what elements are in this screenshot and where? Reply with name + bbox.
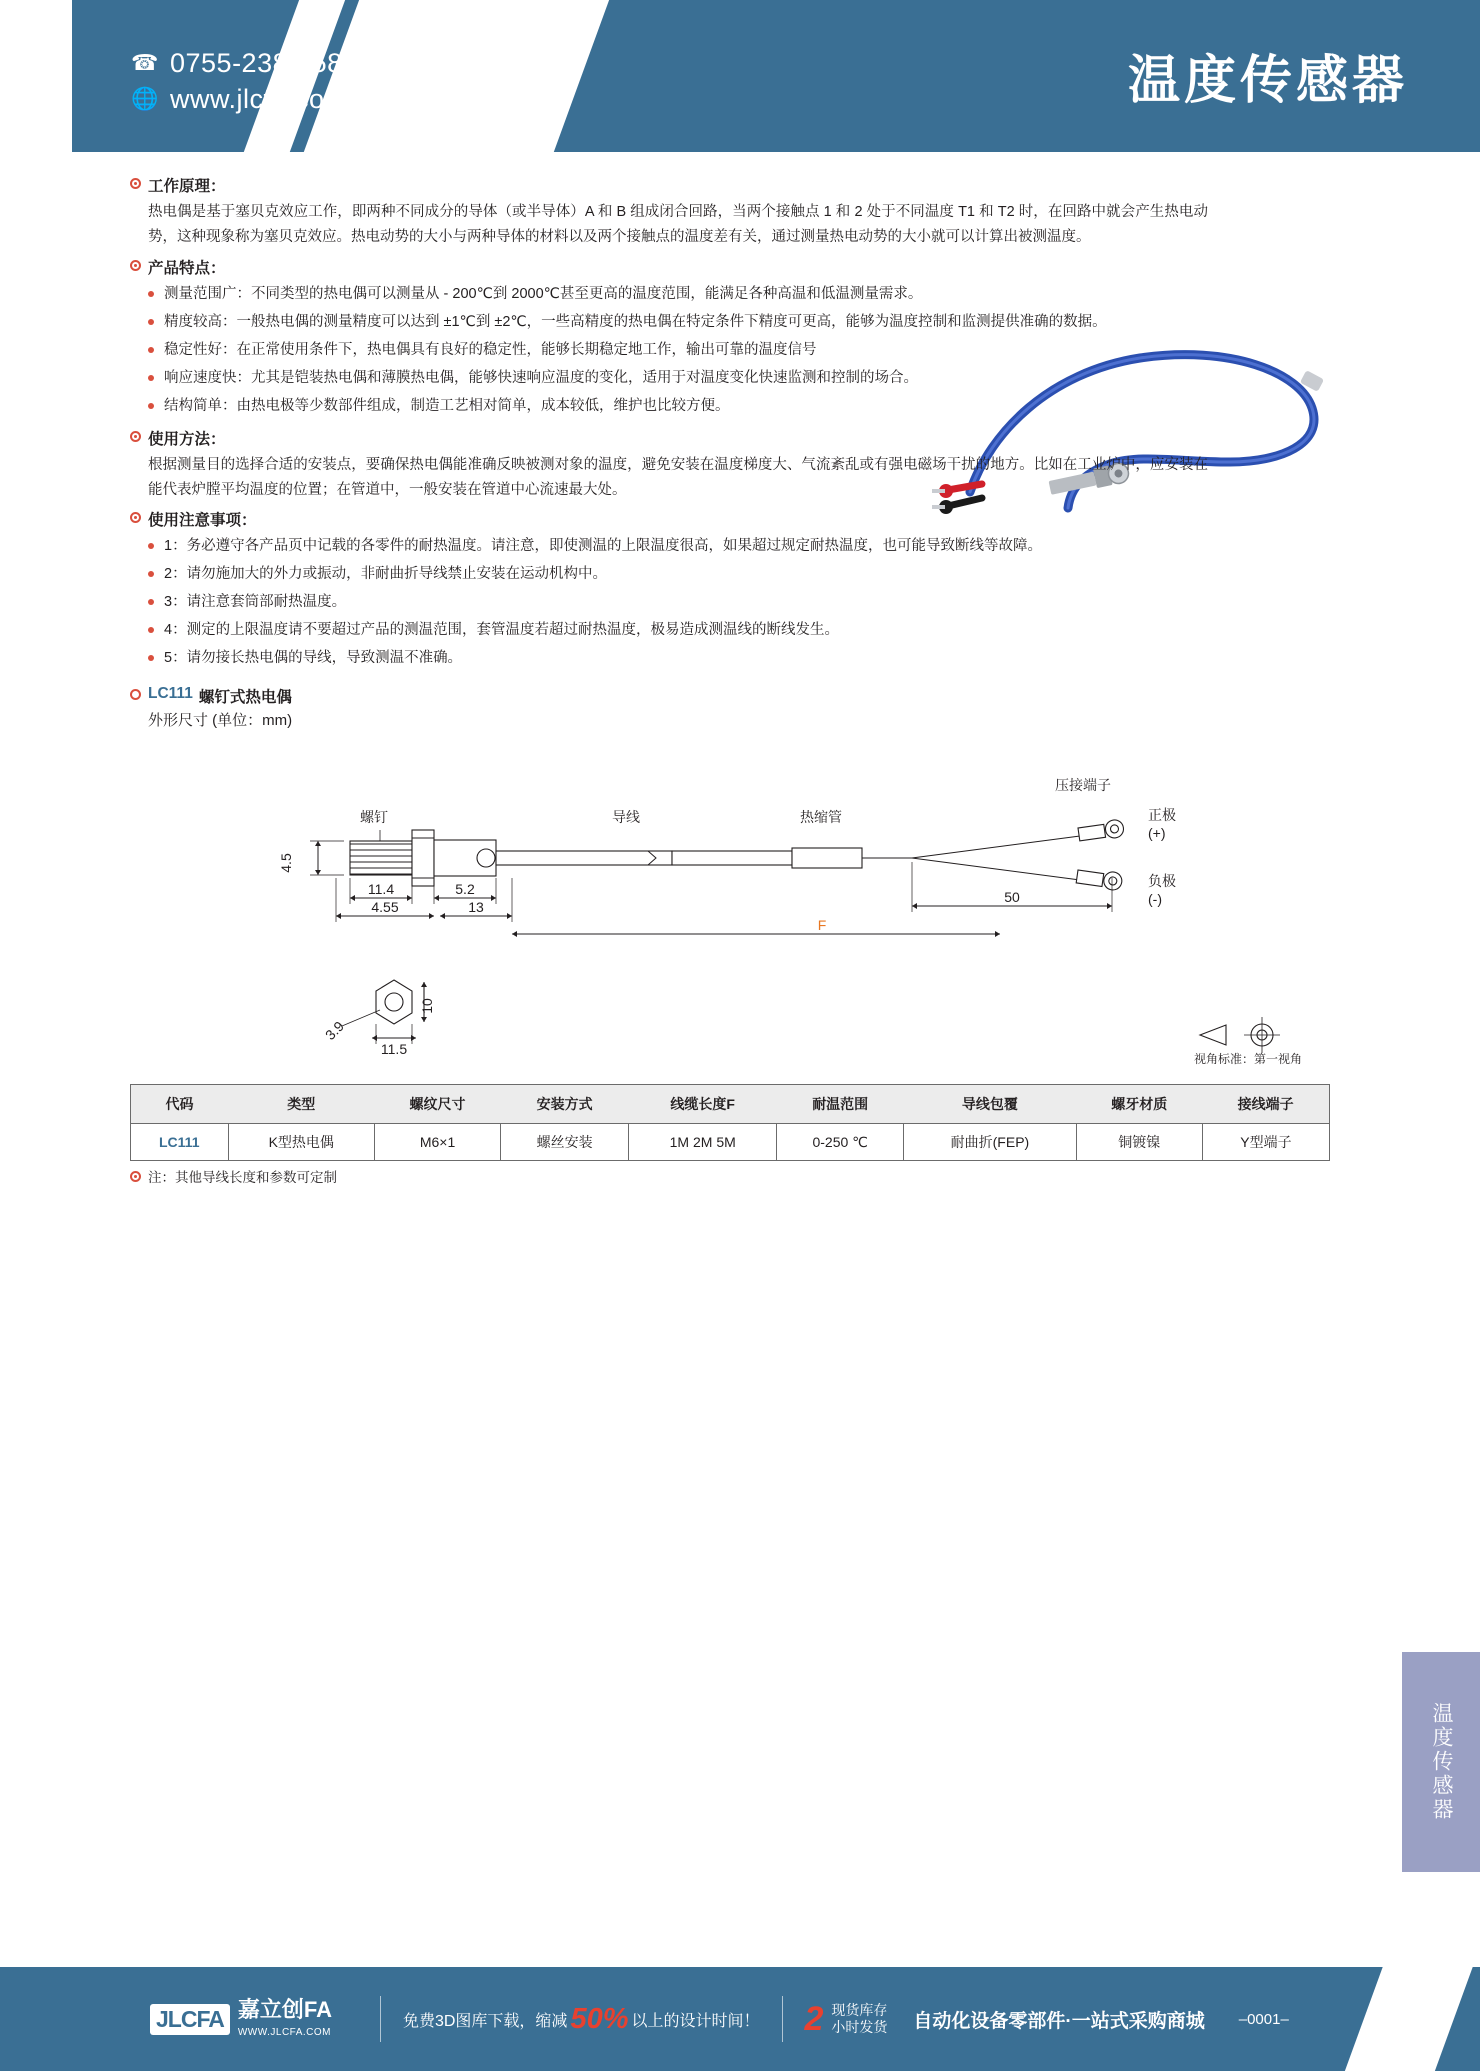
footer-promo: [403, 2003, 760, 2036]
footer-stock-number: 2: [804, 1999, 824, 2038]
th-terminal: 接线端子: [1202, 1085, 1329, 1124]
cell-terminal: Y型端子: [1202, 1124, 1329, 1161]
product-code-heading: [130, 685, 1330, 707]
svg-text:热缩管: 热缩管: [800, 809, 842, 826]
svg-text:导线: 导线: [612, 809, 640, 826]
svg-text:负极: 负极: [1148, 873, 1176, 890]
content-area: [0, 152, 1480, 730]
table-note-text: 注：其他导线长度和参数可定制: [148, 1170, 337, 1186]
phone-icon: ☎: [131, 50, 159, 75]
svg-text:4.5: 4.5: [278, 853, 294, 873]
page-title: 温度传感器: [1127, 52, 1408, 110]
page-body: [0, 152, 1480, 1822]
table-note: [130, 1166, 1330, 1186]
list-item: 3：请注意套筒部耐热温度。: [148, 590, 1208, 615]
cell-temp-range: 0-250 ℃: [777, 1124, 904, 1161]
svg-text:螺钉: 螺钉: [360, 809, 388, 826]
footer-promo-post: 以上的设计时间！: [631, 2012, 760, 2030]
section-principle-paragraph: 热电偶是基于塞贝克效应工作，即两种不同成分的导体（或半导体）A 和 B 组成闭合回路，当两个接触点 1 和 2 处于不同温度 T1 和 T2 时，在回路中就会产生热电动势，这种现象称为塞贝克效应。热电动势的大小与两种导体的材料以及两个接触点的温度差有关，通过测量热电动势的大小就可以计算出被测温度。: [148, 204, 1208, 245]
th-wire-coating: 导线包覆: [904, 1085, 1077, 1124]
header-website-line: [130, 81, 374, 117]
list-item: 5：请勿接长热电偶的导线，导致测温不准确。: [148, 646, 1208, 671]
svg-text:10: 10: [419, 998, 435, 1014]
list-item: 4：测定的上限温度请不要超过产品的测温范围，套管温度若超过耐热温度，极易造成测温线的断线发生。: [148, 618, 1208, 643]
dimension-note: 外形尺寸 (单位：mm): [148, 712, 293, 730]
header-phone-text: 0755-2389 5859: [170, 47, 374, 78]
footer-divider-2: [782, 1996, 783, 2042]
svg-text:F: F: [817, 917, 827, 934]
ring-bullet-icon: [130, 431, 141, 442]
ring-bullet-icon: [130, 178, 141, 189]
list-item: 稳定性好：在正常使用条件下，热电偶具有良好的稳定性，能够长期稳定地工作，输出可靠的温度信号: [148, 338, 1208, 363]
header-website-text: www.jlcfa.com: [170, 83, 348, 114]
ring-bullet-icon: [130, 512, 141, 523]
page-footer: [0, 1967, 1480, 2071]
list-item: 1：务必遵守各产品页中记载的各零件的耐热温度。请注意，即使测温的上限温度很高，如果超过规定耐热温度，也可能导致断线等故障。: [148, 534, 1208, 559]
svg-text:11.5: 11.5: [380, 1041, 408, 1058]
list-item: 精度较高：一般热电偶的测量精度可以达到 ±1℃到 ±2℃，一些高精度的热电偶在特定条件下精度可更高，能够为温度控制和监测提供准确的数据。: [148, 310, 1208, 335]
th-mounting: 安装方式: [501, 1085, 629, 1124]
th-temp-range: 耐温范围: [777, 1085, 904, 1124]
technical-drawing: [0, 758, 1480, 1078]
side-tab-category: 温度传感器: [1402, 1652, 1480, 1872]
product-code: LC111: [148, 685, 193, 703]
list-item: 结构简单：由热电极等少数部件组成，制造工艺相对简单，成本较低，维护也比较方便。: [148, 394, 1208, 419]
svg-text:视角标准：第一视角: 视角标准：第一视角: [1193, 1052, 1303, 1067]
table-row: [131, 1124, 1330, 1161]
section-title-principle: [130, 174, 1330, 196]
cell-thread-material: 铜镀镍: [1076, 1124, 1202, 1161]
list-item: 测量范围广：不同类型的热电偶可以测量从 - 200℃到 2000℃甚至更高的温度范围，能满足各种高温和低温测量需求。: [148, 282, 1208, 307]
th-type: 类型: [228, 1085, 375, 1124]
cell-wire-coating: 耐曲折(FEP): [904, 1124, 1077, 1161]
section-title-cautions-text: 使用注意事项：: [148, 512, 257, 530]
footer-logo-cn: 嘉立创FA: [237, 1996, 332, 2022]
th-thread-material: 螺牙材质: [1076, 1085, 1202, 1124]
header-left-white-bar: [0, 0, 72, 152]
section-title-principle-text: 工作原理：: [148, 178, 226, 195]
svg-text:4.55: 4.55: [371, 899, 399, 916]
feature-list: [130, 282, 1330, 419]
svg-text:(+): (+): [1148, 825, 1166, 842]
header-contact-block: [130, 45, 374, 117]
table-header-row: [131, 1085, 1330, 1124]
section-usage-paragraph: 根据测量目的选择合适的安装点，要确保热电偶能准确反映被测对象的温度，避免安装在温度梯度大、气流紊乱或有强电磁场干扰的地方。比如在工业炉中，应安装在能代表炉膛平均温度的位置；在管道中，一般安装在管道中心流速最大处。: [148, 456, 1208, 498]
footer-slogan: 自动化设备零部件·一站式采购商城: [913, 2010, 1205, 2032]
footer-stock-line1: 现货库存: [831, 2001, 888, 2018]
ring-bullet-icon: [130, 689, 141, 700]
svg-text:压接端子: 压接端子: [1055, 777, 1111, 794]
spec-table-wrap: [130, 1084, 1330, 1186]
th-cable-length: 线缆长度F: [629, 1085, 777, 1124]
svg-text:11.4: 11.4: [367, 881, 395, 898]
footer-page-number: –0001–: [1238, 2010, 1289, 2028]
svg-text:50: 50: [1004, 889, 1020, 906]
section-title-cautions: [130, 508, 1330, 530]
section-title-features-text: 产品特点：: [148, 259, 226, 277]
th-code: 代码: [131, 1085, 229, 1124]
globe-icon: 🌐: [131, 86, 159, 111]
footer-stock: [805, 2000, 888, 2039]
caution-list: [130, 534, 1330, 671]
section-title-features: [130, 256, 1330, 278]
section-title-usage: [130, 427, 1330, 449]
ring-bullet-icon: [130, 260, 141, 271]
header-phone-line: [130, 45, 374, 81]
footer-logo-mark: JLCFA: [150, 2004, 230, 2035]
section-title-usage-text: 使用方法：: [148, 430, 226, 448]
cell-type: K型热电偶: [228, 1124, 375, 1161]
footer-logo: [150, 1996, 332, 2040]
spec-table: [130, 1084, 1330, 1161]
footer-promo-pre: 免费3D图库下载，缩减: [402, 2012, 568, 2030]
svg-text:(-): (-): [1148, 891, 1162, 908]
svg-text:13: 13: [468, 899, 484, 916]
footer-stock-line2: 小时发货: [831, 2019, 888, 2035]
footer-divider-1: [380, 1996, 381, 2042]
cell-mounting: 螺丝安装: [501, 1124, 629, 1161]
footer-promo-big: 50%: [570, 2002, 629, 2035]
ring-bullet-icon: [130, 1171, 141, 1182]
product-name: 螺钉式热电偶: [198, 689, 292, 707]
drawing-svg: [0, 758, 1480, 1078]
svg-text:3.9: 3.9: [321, 1018, 348, 1044]
footer-inner: [0, 1967, 1480, 2071]
cell-code: LC111: [131, 1124, 229, 1161]
page-header: [0, 0, 1480, 152]
cell-thread-size: M6×1: [375, 1124, 501, 1161]
list-item: 响应速度快：尤其是铠装热电偶和薄膜热电偶，能够快速响应温度的变化，适用于对温度变化快速监测和控制的场合。: [148, 366, 1208, 391]
list-item: 2：请勿施加大的外力或振动，非耐曲折导线禁止安装在运动机构中。: [148, 562, 1208, 587]
svg-text:正极: 正极: [1148, 807, 1176, 824]
th-thread-size: 螺纹尺寸: [375, 1085, 501, 1124]
cell-cable-length: 1M 2M 5M: [629, 1124, 777, 1161]
footer-logo-url: WWW.JLCFA.COM: [237, 2026, 332, 2038]
svg-text:5.2: 5.2: [455, 881, 475, 898]
